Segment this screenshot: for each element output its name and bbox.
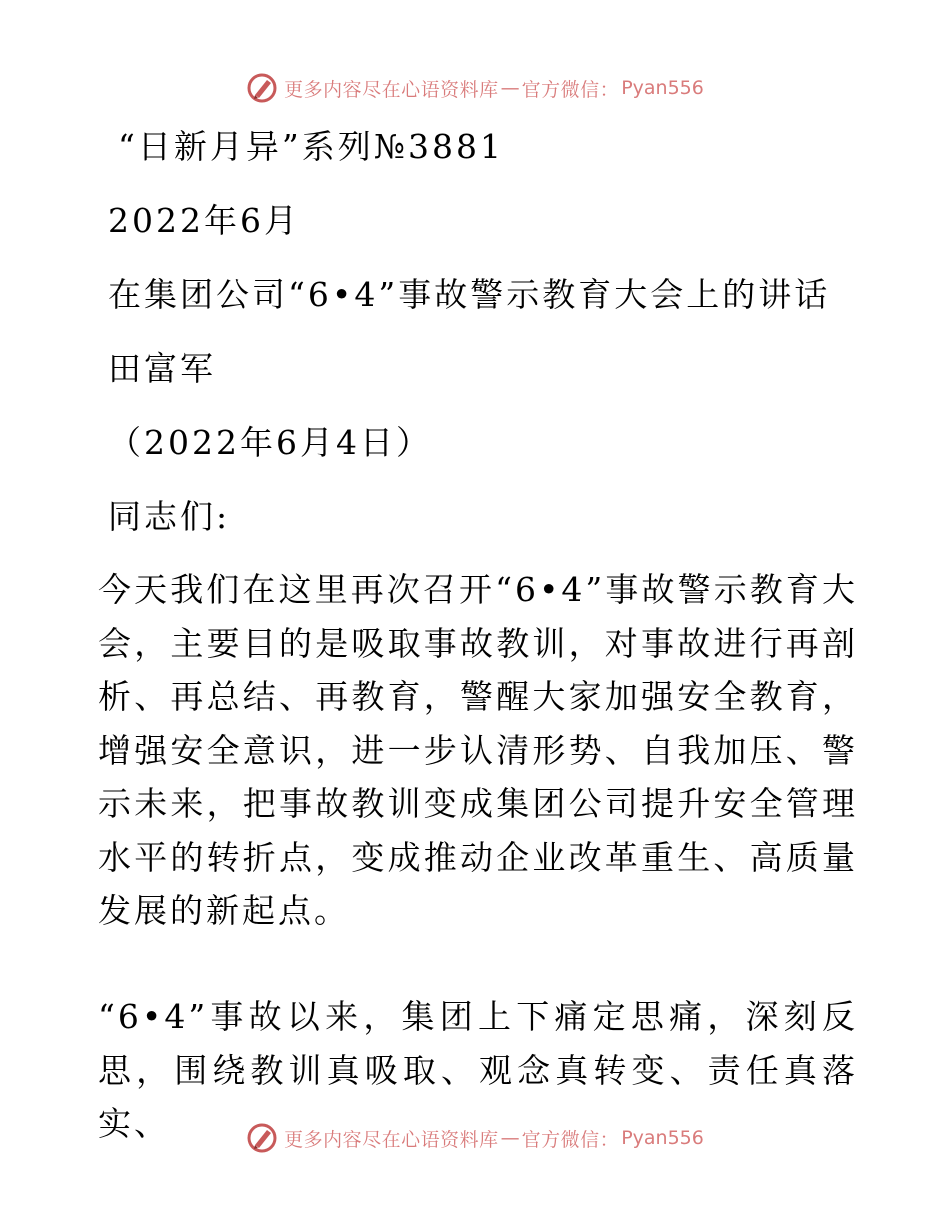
document-date: 2022年6月 (108, 201, 300, 240)
watermark-contact-label: 官方微信： (521, 78, 620, 101)
watermark-contact-label: 官方微信： (521, 1128, 620, 1151)
speech-date: （2022年6月4日） (108, 423, 432, 462)
paragraph-1: 今天我们在这里再次召开“6•4”事故警示教育大会，主要目的是吸取事故教训，对事故进行再剖析、再总结、再教育，警醒大家加强安全教育，增强安全意识，进一步认清形势、自我加压、警示未来，把事故教训变成集团公司提升安全管理水平的转折点，变成推动企业改革重生、高质量发展的新起点。 (98, 570, 858, 930)
watermark-contact-id: Pyan556 (621, 77, 704, 99)
watermark-header (0, 72, 950, 104)
watermark-site-text: 更多内容尽在心语资料库 (284, 78, 499, 101)
watermark-contact-id: Pyan556 (621, 1127, 704, 1149)
watermark-site-text: 更多内容尽在心语资料库 (284, 1128, 499, 1151)
paragraph-2: “6•4”事故以来，集团上下痛定思痛，深刻反思，围绕教训真吸取、观念真转变、责任真落实、 (98, 997, 858, 1143)
watermark-separator: — (500, 77, 520, 99)
salutation: 同志们: (108, 497, 231, 536)
document-title: 在集团公司“6•4”事故警示教育大会上的讲话 (108, 275, 831, 314)
watermark-footer (0, 1122, 950, 1154)
author-name: 田富军 (108, 349, 216, 388)
pen-logo-icon (246, 72, 278, 104)
pen-logo-icon (246, 1122, 278, 1154)
watermark-separator: — (500, 1127, 520, 1149)
series-label: “日新月异”系列№3881 (118, 127, 504, 166)
